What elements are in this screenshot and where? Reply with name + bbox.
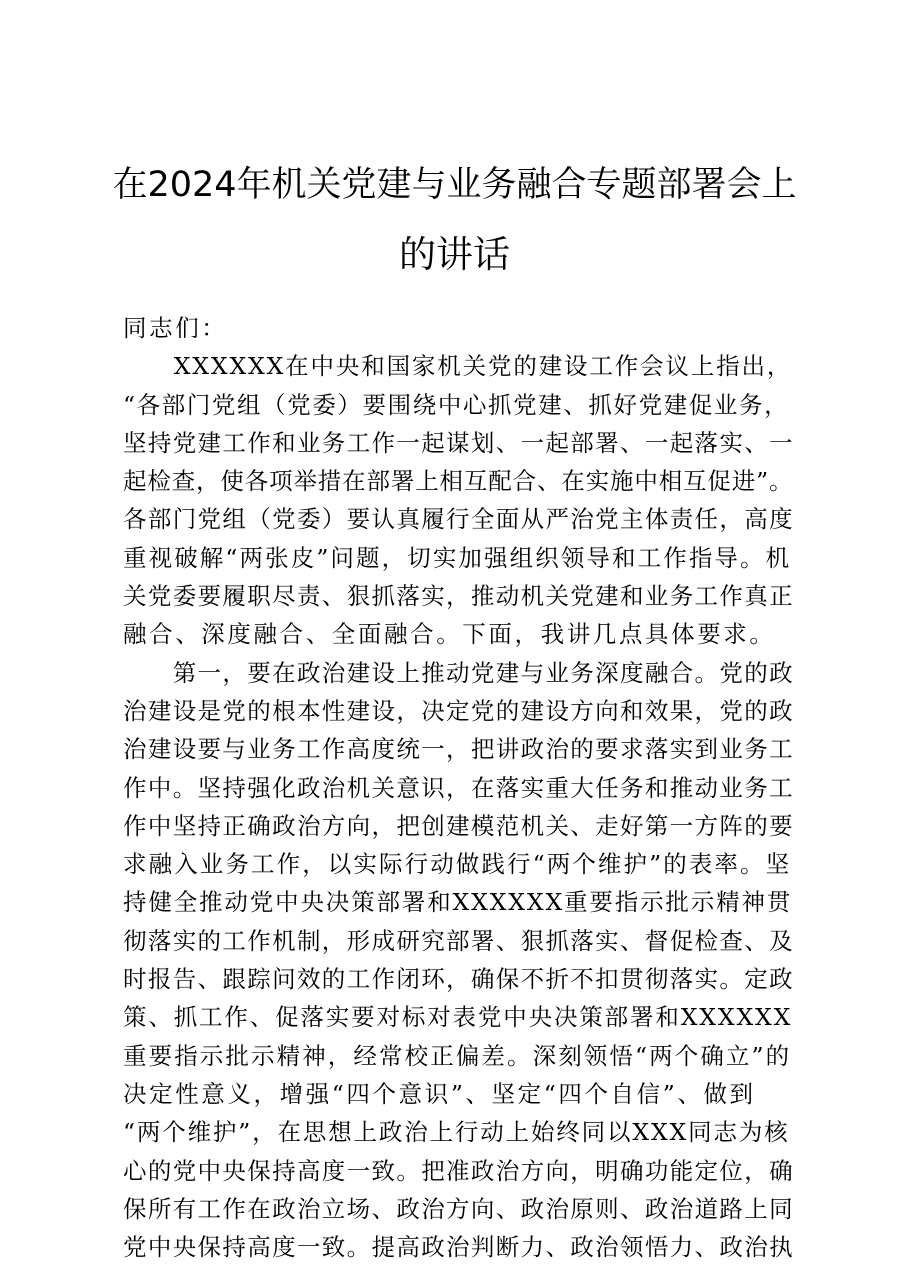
- body-text-line: 作中坚持正确政治方向，把创建模范机关、走好第一方阵的要: [123, 811, 794, 840]
- body-text-line: “两个维护”，在思想上政治上行动上始终同以XXX同志为核: [123, 1118, 790, 1147]
- body-text-line: 持健全推动党中央决策部署和XXXXXX重要指示批示精神贯: [123, 888, 793, 917]
- body-text-line: XXXXXX在中央和国家机关党的建设工作会议上指出，: [123, 352, 793, 381]
- body-text-line: 心的党中央保持高度一致。把准政治方向，明确功能定位，确: [123, 1156, 794, 1185]
- document-body: [123, 309, 795, 1266]
- body-text-line: 党中央保持高度一致。提高政治判断力、政治领悟力、政治执: [123, 1233, 794, 1262]
- body-text-line: “各部门党组（党委）要围绕中心抓党建、抓好党建促业务，: [123, 390, 790, 419]
- body-text-line: 作中。坚持强化政治机关意识，在落实重大任务和推动业务工: [123, 773, 794, 802]
- body-text-line: 各部门党组（党委）要认真履行全面从严治党主体责任，高度: [123, 505, 794, 534]
- body-text-line: 求融入业务工作，以实际行动做践行“两个维护”的表率。坚: [123, 850, 792, 879]
- body-text-line: 治建设是党的根本性建设，决定党的建设方向和效果，党的政: [123, 696, 794, 725]
- body-text-line: 时报告、跟踪问效的工作闭环，确保不折不扣贯彻落实。定政: [123, 965, 794, 994]
- body-text-line: 坚持党建工作和业务工作一起谋划、一起部署、一起落实、一: [123, 428, 794, 457]
- body-text-line: 决定性意义，增强“四个意识”、坚定“四个自信”、做到: [123, 1079, 756, 1108]
- body-text-line: 彻落实的工作机制，形成研究部署、狠抓落实、督促检查、及: [123, 926, 794, 955]
- body-text-line: 重视破解“两张皮”问题，切实加强组织领导和工作指导。机: [123, 543, 792, 572]
- salutation: 同志们：: [123, 314, 228, 342]
- body-text-line: 第一，要在政治建设上推动党建与业务深度融合。党的政: [123, 658, 794, 687]
- title-line-2: 的讲话: [399, 233, 510, 276]
- body-text-line: 起检查，使各项举措在部署上相互配合、在实施中相互促进”。: [123, 467, 794, 496]
- body-text-line: 重要指示批示精神，经常校正偏差。深刻领悟“两个确立”的: [123, 1041, 792, 1070]
- title-line-1: 在2024年机关党建与业务融合专题部署会上: [112, 165, 797, 205]
- document-title: [110, 150, 799, 290]
- body-text-line: 关党委要履职尽责、狠抓落实，推动机关党建和业务工作真正: [123, 582, 794, 611]
- body-text-line: 保所有工作在政治立场、政治方向、政治原则、政治道路上同: [123, 1194, 794, 1223]
- body-text-line: 融合、深度融合、全面融合。下面，我讲几点具体要求。: [123, 620, 776, 649]
- body-text-line: 策、抓工作、促落实要对标对表党中央决策部署和XXXXXX: [123, 1003, 793, 1032]
- body-text-line: 治建设要与业务工作高度统一，把讲政治的要求落实到业务工: [123, 735, 794, 764]
